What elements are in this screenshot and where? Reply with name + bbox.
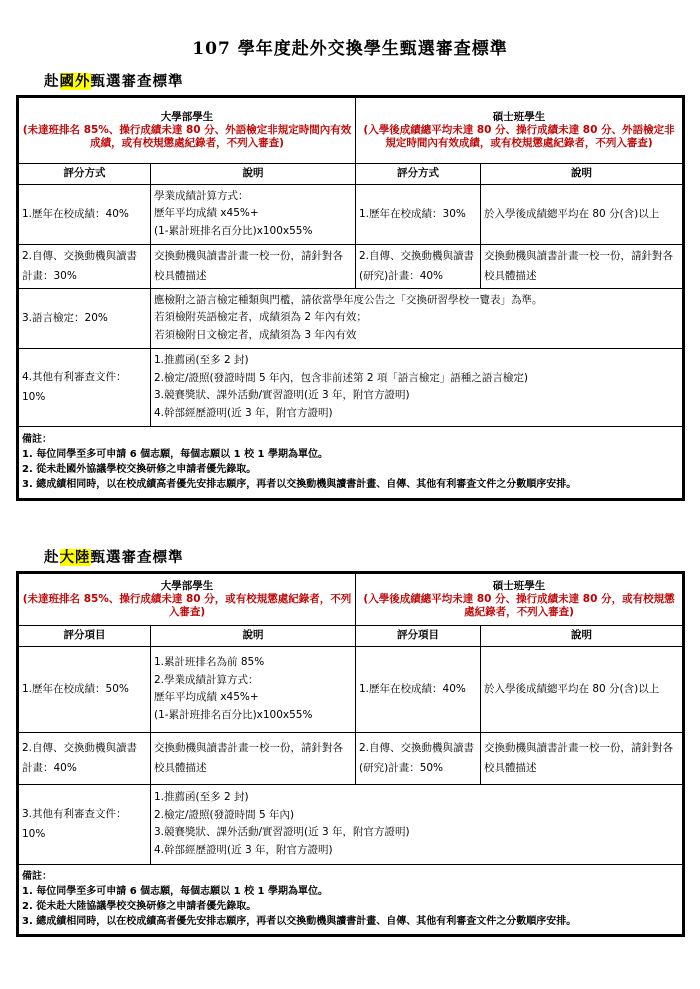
mainland-criteria-table <box>18 573 683 935</box>
note-item: 1. 每位同學至多可申請 6 個志願，每個志願以 1 校 1 學期為單位。 <box>22 886 329 897</box>
desc-line: 4.幹部經歷證明(近 3 年，附官方證明) <box>154 406 333 419</box>
master-title: 碩士班學生 <box>492 111 546 123</box>
desc-line: 4.幹部經歷證明(近 3 年，附官方證明) <box>154 843 333 856</box>
master-title: 碩士班學生 <box>492 580 546 592</box>
notes-heading: 備註： <box>22 434 52 445</box>
master-criterion-autobiography: 2.自傳、交換動機與讀書(研究)計畫：40% <box>356 244 481 288</box>
undergrad-group-header <box>19 98 356 164</box>
master-group-header <box>356 574 683 626</box>
desc-line: 2.檢定/證照(發證時間 5 年內) <box>154 808 295 821</box>
desc-line: 1.推薦函(至多 2 封) <box>154 791 249 803</box>
desc-line: (1-累計班排名百分比)x100x55% <box>154 224 313 237</box>
note-item: 3. 總成績相同時，以在校成績高者優先安排志願序，再者以交換動機與讀書計畫、自傳、其他有利審查文件之分數順序安排。 <box>22 916 577 927</box>
abroad-criteria-table <box>18 97 683 499</box>
col-header-method: 評分方式 <box>356 164 481 185</box>
note-item: 2. 從未赴大陸協議學校交換研修之申請者優先錄取。 <box>22 901 257 912</box>
criterion-autobiography: 2.自傳、交換動機與讀書計畫：30% <box>19 244 151 288</box>
note-item: 1. 每位同學至多可申請 6 個志願，每個志願以 1 校 1 學期為單位。 <box>22 449 329 460</box>
desc-line: 2.檢定/證照(發證時間 5 年內，包含非前述第 2 項「語言檢定」語種之語言檢定) <box>154 371 528 384</box>
undergrad-title: 大學部學生 <box>160 580 214 592</box>
criterion-other-docs-desc <box>151 348 683 426</box>
col-header-item: 評分項目 <box>356 626 481 647</box>
heading-highlight: 國外 <box>59 73 91 90</box>
note-item: 3. 總成績相同時，以在校成績高者優先安排志願序，再者以交換動機與讀書計畫、自傳、其他有利審查文件之分數順序安排。 <box>22 479 577 490</box>
criterion-grades-desc <box>151 646 356 732</box>
desc-line: 1.推薦函(至多 2 封) <box>154 354 249 366</box>
undergrad-condition: (未達班排名 85%、操行成績未達 80 分、外語檢定非規定時間內有效成績，或有校規懲處紀錄者，不列入審查) <box>22 124 352 149</box>
undergrad-group-header <box>19 574 356 626</box>
criterion-other-docs: 4.其他有利審查文件：10% <box>19 348 151 426</box>
criterion-autobiography: 2.自傳、交換動機與讀書計畫：40% <box>19 732 151 784</box>
master-condition: (入學後成績總平均未達 80 分、操行成績未達 80 分、外語檢定非規定時間內有效成績，或有校規懲處紀錄者，不列入審查) <box>363 124 675 149</box>
criterion-grades-desc <box>151 184 356 244</box>
criterion-autobiography-desc: 交換動機與讀書計畫一校一份，請針對各校具體描述 <box>151 244 356 288</box>
master-condition: (入學後成績總平均未達 80 分、操行成績未達 80 分，或有校規懲處紀錄者，不列入審查) <box>363 593 675 618</box>
criterion-grades: 1.歷年在校成績：50% <box>19 646 151 732</box>
section-heading-abroad <box>44 70 184 91</box>
desc-line: 1.累計班排名為前 85% <box>154 656 265 668</box>
master-criterion-autobiography: 2.自傳、交換動機與讀書(研究)計畫：50% <box>356 732 481 784</box>
desc-line: 2.學業成績計算方式： <box>154 673 259 686</box>
col-header-desc: 說明 <box>151 164 356 185</box>
desc-line: 若須檢附英語檢定者，成績須為 2 年內有效； <box>154 311 367 324</box>
master-group-header <box>356 98 683 164</box>
criterion-language-desc <box>151 288 683 348</box>
master-criterion-grades-desc: 於入學後成績總平均在 80 分(含)以上 <box>481 184 683 244</box>
col-header-desc: 說明 <box>151 626 356 647</box>
page-title: 107 學年度赴外交換學生甄選審查標準 <box>192 39 508 59</box>
note-item: 2. 從未赴國外協議學校交換研修之申請者優先錄取。 <box>22 464 257 475</box>
undergrad-title: 大學部學生 <box>160 111 214 123</box>
desc-line: 學業成績計算方式： <box>154 189 249 202</box>
heading-prefix: 赴 <box>44 549 60 566</box>
undergrad-condition: (未達班排名 85%、操行成績未達 80 分，或有校規懲處紀錄者，不列入審查) <box>22 593 352 618</box>
master-criterion-grades-desc: 於入學後成績總平均在 80 分(含)以上 <box>481 646 683 732</box>
master-criterion-grades: 1.歷年在校成績：40% <box>356 646 481 732</box>
col-header-desc: 說明 <box>481 164 683 185</box>
criterion-grades: 1.歷年在校成績：40% <box>19 184 151 244</box>
desc-line: 應檢附之語言檢定種類與門檻，請依當學年度公告之「交換研習學校一覽表」為準。 <box>154 293 543 306</box>
criterion-language: 3.語言檢定：20% <box>19 288 151 348</box>
desc-line: 3.競賽獎狀、課外活動/實習證明(近 3 年，附官方證明) <box>154 826 410 838</box>
desc-line: 3.競賽獎狀、課外活動/實習證明(近 3 年，附官方證明) <box>154 389 410 401</box>
heading-suffix: 甄選審查標準 <box>90 549 184 566</box>
heading-prefix: 赴 <box>44 73 60 90</box>
desc-line: 若須檢附日文檢定者，成績須為 3 年內有效 <box>154 328 357 341</box>
heading-suffix: 甄選審查標準 <box>90 73 184 90</box>
desc-line: 歷年平均成績 x45%+ <box>154 691 259 703</box>
heading-highlight: 大陸 <box>59 549 91 566</box>
col-header-desc: 說明 <box>481 626 683 647</box>
criterion-other-docs-desc <box>151 784 683 864</box>
criterion-autobiography-desc: 交換動機與讀書計畫一校一份，請針對各校具體描述 <box>151 732 356 784</box>
notes-heading: 備註： <box>22 871 52 882</box>
col-header-method: 評分方式 <box>19 164 151 185</box>
col-header-item: 評分項目 <box>19 626 151 647</box>
criterion-other-docs: 3.其他有利審查文件：10% <box>19 784 151 864</box>
desc-line: 歷年平均成績 x45%+ <box>154 207 259 220</box>
desc-line: (1-累計班排名百分比)x100x55% <box>154 708 313 721</box>
master-criterion-grades: 1.歷年在校成績：30% <box>356 184 481 244</box>
section-heading-mainland <box>44 546 184 567</box>
master-criterion-autobiography-desc: 交換動機與讀書計畫一校一份，請針對各校具體描述 <box>481 732 683 784</box>
notes-box <box>19 864 683 934</box>
notes-box <box>19 426 683 498</box>
master-criterion-autobiography-desc: 交換動機與讀書計畫一校一份，請針對各校具體描述 <box>481 244 683 288</box>
